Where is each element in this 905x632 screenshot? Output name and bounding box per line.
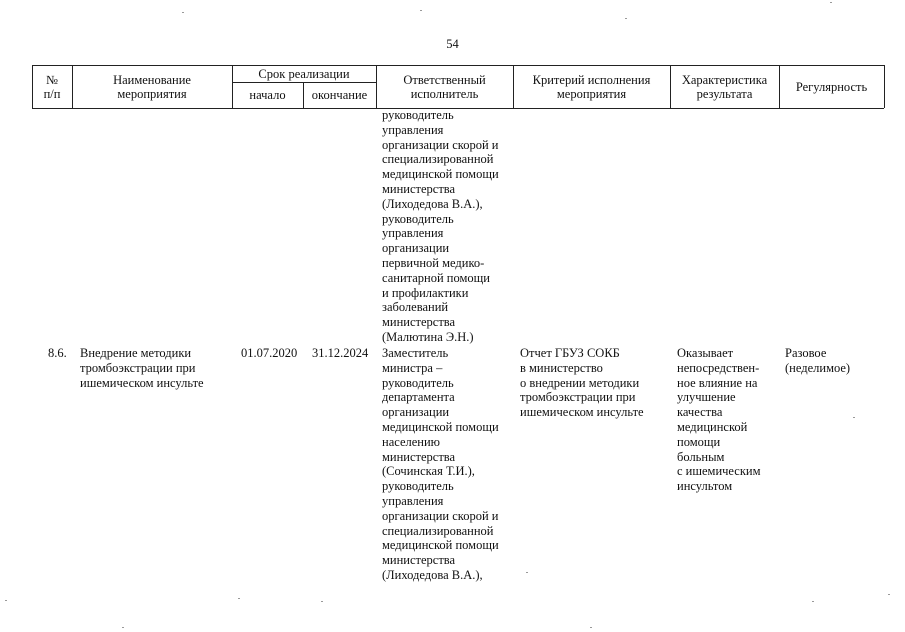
speck: [625, 18, 627, 19]
header-period: [232, 65, 376, 82]
header-end: [303, 82, 376, 108]
header-end-text: окончание: [311, 88, 368, 102]
header-result-text: Характеристика результата: [681, 72, 768, 101]
speck: [853, 417, 855, 418]
page-number: 54: [446, 37, 459, 51]
header-name: [72, 65, 232, 108]
table-header: [32, 65, 884, 108]
header-result: [670, 65, 779, 108]
header-period-text: Срок реализации: [258, 66, 350, 81]
row-criterion: Отчет ГБУЗ СОКБ в министерство о внедрении методики тромбоэкстрации при ишемическом инсульте: [520, 346, 644, 420]
speck: [830, 2, 832, 3]
row-start: 01.07.2020: [241, 346, 298, 360]
header-num-text: № п/п: [43, 72, 61, 101]
header-start-text: начало: [249, 88, 286, 102]
continued-responsible-text: руководитель управления организации скорой и специализированной медицинской помощи министерства (Лиходедова В.А.), руководитель управления организации первичной медико- санитарной помощи и профилактики заболеваний министерства (Малютина Э.Н.): [382, 108, 499, 344]
header-num: [32, 65, 72, 108]
speck: [182, 12, 184, 13]
row-end: 31.12.2024: [312, 346, 369, 360]
row-regularity: Разовое (неделимое): [785, 346, 851, 375]
speck: [122, 627, 124, 628]
row-result: Оказывает непосредствен- ное влияние на улучшение качества медицинской помощи больным с ишемическим инсультом: [677, 346, 761, 494]
header-criterion: [513, 65, 670, 108]
row-num: 8.6.: [48, 346, 67, 360]
header-responsible: [376, 65, 513, 108]
speck: [420, 10, 422, 11]
speck: [888, 594, 890, 595]
header-regularity: [779, 65, 884, 108]
header-regularity-text: Регулярность: [795, 79, 868, 94]
speck: [590, 627, 592, 628]
speck: [321, 601, 323, 602]
row-name: Внедрение методики тромбоэкстрации при ишемическом инсульте: [80, 346, 204, 390]
speck: [812, 601, 814, 602]
row-responsible: Заместитель министра – руководитель департамента организации медицинской помощи населению министерства (Сочинская Т.И.), руководитель управления организации скорой и специализированной медицинской помощи министерства (Лиходедова В.А.),: [382, 346, 499, 582]
header-responsible-text: Ответственный исполнитель: [403, 72, 486, 101]
speck: [238, 598, 240, 599]
header-name-text: Наименование мероприятия: [113, 72, 191, 101]
speck: [5, 600, 7, 601]
col-border: [884, 65, 885, 108]
header-start: [232, 82, 303, 108]
speck: [526, 572, 528, 573]
header-criterion-text: Критерий исполнения мероприятия: [532, 72, 651, 101]
